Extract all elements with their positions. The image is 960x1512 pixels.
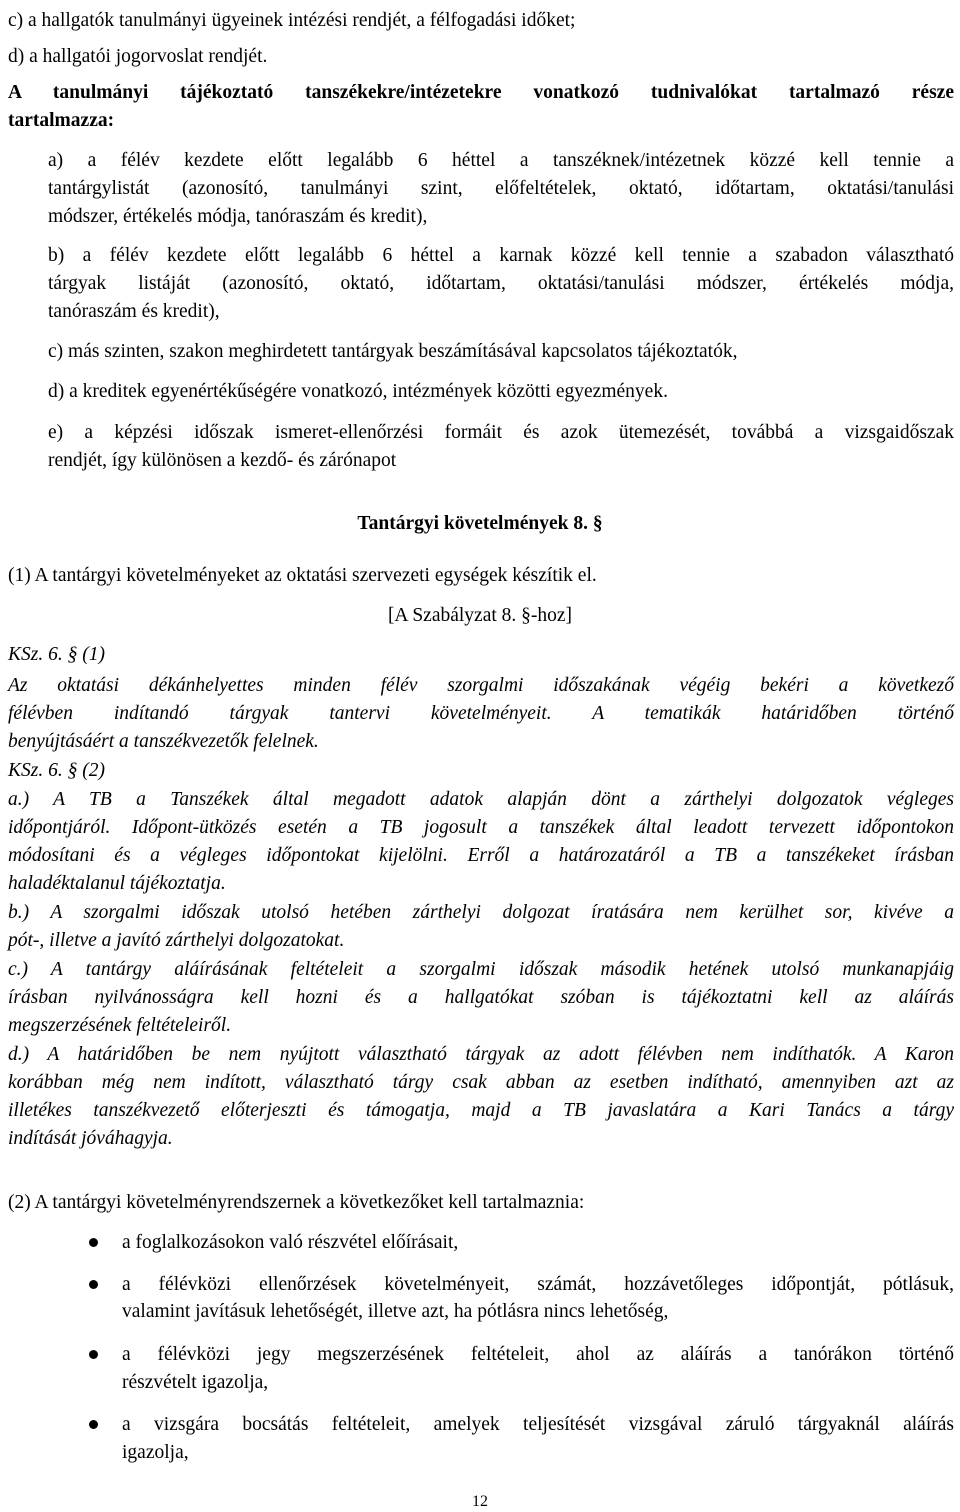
item-b-line-3: tanóraszám és kredit), xyxy=(48,301,220,322)
item-e-line-2: rendjét, így különösen a kezdő- és zárónapot xyxy=(48,450,397,471)
section-title: Tantárgyi követelmények 8. § xyxy=(357,513,603,534)
paragraph-1: (1) A tantárgyi követelményeket az oktatási szervezeti egységek készítik el. xyxy=(8,565,597,586)
bullet-icon xyxy=(89,1280,98,1289)
bullet-4-line-1: a vizsgára bocsátás feltételeit, amelyek teljesítését vizsgával záruló tárgyaknál aláírás xyxy=(122,1414,954,1435)
top-item-c: c) a hallgatók tanulmányi ügyeinek intézési rendjét, a félfogadási időket; xyxy=(8,10,576,31)
ksz-2-line-11: korábban még nem indított, választható tárgy csak abban az esetben indítható, amennyiben azt az xyxy=(8,1072,954,1093)
item-b-line-1: b) a félév kezdete előtt legalább 6 héttel a karnak közzé kell tennie a szabadon választható xyxy=(48,245,954,266)
ksz-1-line-2: félévben indítandó tárgyak tantervi követelményeit. A tematikák határidőben történő xyxy=(8,703,954,724)
ksz-2-line-6: pót-, illetve a javító zárthelyi dolgozatokat. xyxy=(8,930,345,951)
paragraph-2: (2) A tantárgyi követelményrendszernek a következőket kell tartalmaznia: xyxy=(8,1192,585,1213)
bullet-2-line-1: a félévközi ellenőrzések követelményeit, számát, hozzávetőleges időpontját, pótlásuk, xyxy=(122,1274,954,1295)
item-a-line-3: módszer, értékelés módja, tanóraszám és kredit), xyxy=(48,206,428,227)
item-e-line-1: e) a képzési időszak ismeret-ellenőrzési formáit és azok ütemezését, továbbá a vizsgaidőszak xyxy=(48,422,954,443)
ksz-2-line-7: c.) A tantárgy aláírásának feltételeit a szorgalmi időszak második hetének utolsó munkanapjáig xyxy=(8,959,954,980)
item-d: d) a kreditek egyenértékűségére vonatkozó, intézmények közötti egyezmények. xyxy=(48,381,668,402)
intro-line-1: A tanulmányi tájékoztató tanszékekre/intézetekre vonatkozó tudnivalókat tartalmazó része xyxy=(8,82,954,103)
bullet-3-line-1: a félévközi jegy megszerzésének feltételeit, ahol az aláírás a tanórákon történő xyxy=(122,1344,954,1365)
regulation-reference: [A Szabályzat 8. §-hoz] xyxy=(387,605,573,626)
ksz-2-line-2: időpontjáról. Időpont-ütközés esetén a TB jogosult a tanszékek által leadott tervezett időpontokon xyxy=(8,817,954,838)
ksz-2-line-4: haladéktalanul tájékoztatja. xyxy=(8,873,226,894)
ksz-2-line-5: b.) A szorgalmi időszak utolsó hetében zárthelyi dolgozat íratására nem kerülhet sor, kivéve a xyxy=(8,902,954,923)
page-number: 12 xyxy=(472,1493,488,1510)
top-item-d: d) a hallgatói jogorvoslat rendjét. xyxy=(8,46,268,67)
ksz-2-line-1: a.) A TB a Tanszékek által megadott adatok alapján dönt a zárthelyi dolgozatok végleges xyxy=(8,789,954,810)
ksz-2-line-9: megszerzésének feltételeiről. xyxy=(8,1015,232,1036)
ksz-2-label: KSz. 6. § (2) xyxy=(8,760,105,781)
bullet-3-line-2: részvételt igazolja, xyxy=(122,1372,269,1393)
bullet-icon xyxy=(89,1238,98,1247)
ksz-2-line-13: indítását jóváhagyja. xyxy=(8,1128,173,1149)
ksz-2-line-8: írásban nyilvánosságra kell hozni és a hallgatókat szóban is tájékoztatni kell az aláírás xyxy=(8,987,954,1008)
ksz-2-line-3: módosítani és a végleges időpontokat kijelölni. Erről a határozatáról a TB a tanszékeket írásban xyxy=(8,845,954,866)
item-c: c) más szinten, szakon meghirdetett tantárgyak beszámításával kapcsolatos tájékoztatók, xyxy=(48,341,738,362)
item-b-line-2: tárgyak listáját (azonosító, oktató, időtartam, oktatási/tanulási módszer, értékelés módja, xyxy=(48,273,954,294)
item-a-line-1: a) a félév kezdete előtt legalább 6 héttel a tanszéknek/intézetnek közzé kell tennie a xyxy=(48,150,954,171)
ksz-1-line-3: benyújtásáért a tanszékvezetők felelnek. xyxy=(8,731,319,752)
intro-line-2: tartalmazza: xyxy=(8,110,115,131)
ksz-1-label: KSz. 6. § (1) xyxy=(8,644,105,665)
bullet-icon xyxy=(89,1350,98,1359)
bullet-4-line-2: igazolja, xyxy=(122,1442,189,1463)
bullet-1-line-1: a foglalkozásokon való részvétel előírásait, xyxy=(122,1232,459,1253)
ksz-2-line-12: illetékes tanszékvezető előterjeszti és támogatja, majd a TB javaslatára a Kari Tanács a tárgy xyxy=(8,1100,954,1121)
item-a-line-2: tantárgylistát (azonosító, tanulmányi szint, előfeltételek, oktató, időtartam, oktatási/tanulási xyxy=(48,178,954,199)
bullet-icon xyxy=(89,1420,98,1429)
ksz-2-line-10: d.) A határidőben be nem nyújtott választható tárgyak az adott félévben nem indíthatók. A Karon xyxy=(8,1044,954,1065)
ksz-1-line-1: Az oktatási dékánhelyettes minden félév szorgalmi időszakának végéig bekéri a következő xyxy=(8,675,954,696)
bullet-2-line-2: valamint javításuk lehetőségét, illetve azt, ha pótlásra nincs lehetőség, xyxy=(122,1301,669,1322)
